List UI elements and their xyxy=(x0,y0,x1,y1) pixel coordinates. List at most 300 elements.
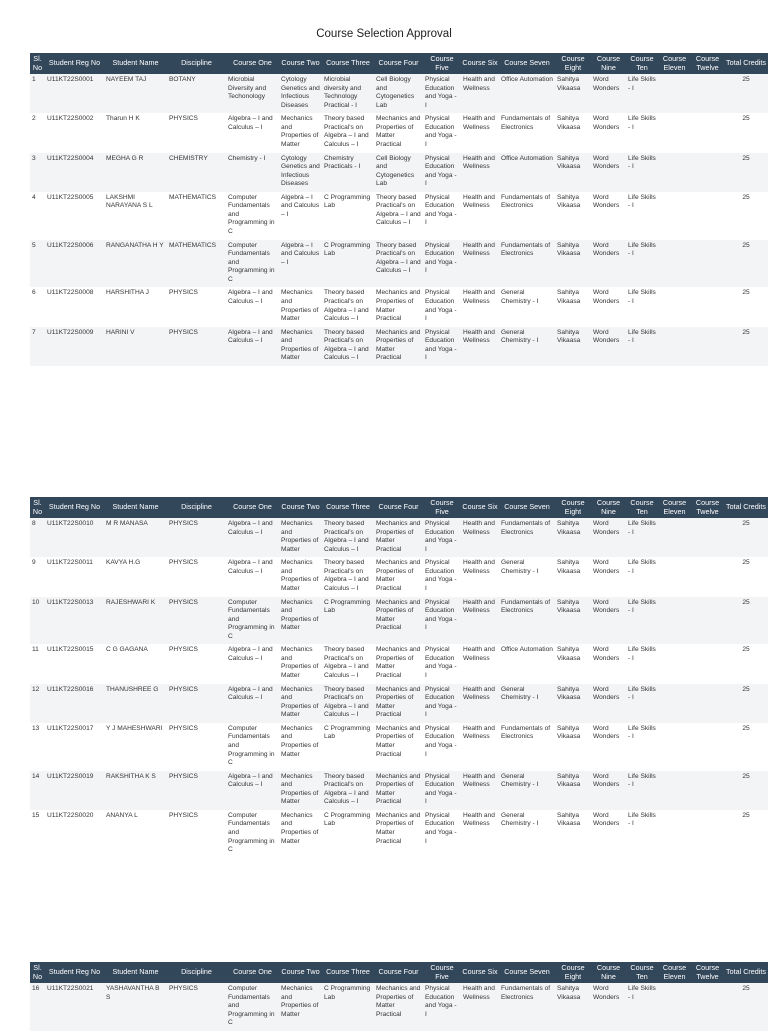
cell-course-one: Algebra – I and Calculus – I xyxy=(226,771,279,810)
cell-course-eight: Sahitya Vikaasa xyxy=(555,240,591,288)
cell-sl-no: 2 xyxy=(30,113,45,152)
cell-course-twelve xyxy=(691,644,724,683)
cell-discipline: PHYSICS xyxy=(167,327,226,366)
cell-course-twelve xyxy=(691,74,724,113)
cell-discipline: PHYSICS xyxy=(167,644,226,683)
cell-course-six: Health and Wellness xyxy=(461,557,499,596)
cell-course-twelve xyxy=(691,518,724,557)
cell-course-five: Physical Education and Yoga - I xyxy=(423,597,461,645)
cell-course-eight: Sahitya Vikaasa xyxy=(555,74,591,113)
cell-student-name: RAJESHWARI K xyxy=(104,597,167,645)
cell-course-eleven xyxy=(658,771,691,810)
cell-course-eleven xyxy=(658,287,691,326)
cell-course-twelve xyxy=(691,327,724,366)
cell-course-twelve xyxy=(691,113,724,152)
cell-course-six: Health and Wellness xyxy=(461,597,499,645)
cell-course-two: Cytology Genetics and Infectious Diseases xyxy=(279,74,322,113)
cell-total-credits: 25 xyxy=(724,723,768,771)
header-course-nine: Course Nine xyxy=(591,962,626,983)
course-table-2 xyxy=(30,497,768,858)
table-row xyxy=(30,74,768,113)
cell-course-nine: Word Wonders xyxy=(591,74,626,113)
cell-course-nine: Word Wonders xyxy=(591,810,626,858)
cell-course-twelve xyxy=(691,192,724,240)
cell-student-reg-no: U11KT22S0008 xyxy=(45,287,104,326)
cell-course-five: Physical Education and Yoga - I xyxy=(423,810,461,858)
cell-discipline: PHYSICS xyxy=(167,810,226,858)
cell-total-credits: 25 xyxy=(724,684,768,723)
cell-total-credits: 25 xyxy=(724,240,768,288)
cell-course-seven: Fundamentals of Electronics xyxy=(499,723,555,771)
cell-student-name: HARSHITHA J xyxy=(104,287,167,326)
cell-sl-no: 14 xyxy=(30,771,45,810)
header-course-four: Course Four xyxy=(374,962,423,983)
cell-course-ten: Life Skills - I xyxy=(626,684,658,723)
cell-course-two: Mechanics and Properties of Matter xyxy=(279,327,322,366)
cell-course-two: Mechanics and Properties of Matter xyxy=(279,113,322,152)
cell-course-nine: Word Wonders xyxy=(591,518,626,557)
cell-student-reg-no: U11KT22S0001 xyxy=(45,74,104,113)
cell-total-credits: 25 xyxy=(724,287,768,326)
cell-student-reg-no: U11KT22S0004 xyxy=(45,153,104,192)
table-row xyxy=(30,327,768,366)
cell-course-eight: Sahitya Vikaasa xyxy=(555,113,591,152)
cell-course-one: Algebra – I and Calculus – I xyxy=(226,557,279,596)
cell-course-two: Mechanics and Properties of Matter xyxy=(279,684,322,723)
cell-course-one: Computer Fundamentals and Programming in C xyxy=(226,192,279,240)
cell-discipline: MATHEMATICS xyxy=(167,192,226,240)
cell-course-two: Mechanics and Properties of Matter xyxy=(279,983,322,1031)
cell-course-twelve xyxy=(691,684,724,723)
cell-course-twelve xyxy=(691,597,724,645)
cell-course-eight: Sahitya Vikaasa xyxy=(555,771,591,810)
cell-course-one: Computer Fundamentals and Programming in C xyxy=(226,723,279,771)
cell-course-seven: General Chemistry - I xyxy=(499,327,555,366)
cell-discipline: BOTANY xyxy=(167,74,226,113)
cell-course-two: Mechanics and Properties of Matter xyxy=(279,771,322,810)
table-row xyxy=(30,287,768,326)
header-course-eleven: Course Eleven xyxy=(658,962,691,983)
cell-total-credits: 25 xyxy=(724,518,768,557)
cell-course-ten: Life Skills - I xyxy=(626,644,658,683)
cell-course-ten: Life Skills - I xyxy=(626,557,658,596)
cell-course-five: Physical Education and Yoga - I xyxy=(423,287,461,326)
header-course-ten: Course Ten xyxy=(626,497,658,518)
cell-sl-no: 7 xyxy=(30,327,45,366)
cell-course-eight: Sahitya Vikaasa xyxy=(555,644,591,683)
cell-course-nine: Word Wonders xyxy=(591,113,626,152)
header-course-twelve: Course Twelve xyxy=(691,497,724,518)
cell-course-three: Microbial diversity and Technology Practical - I xyxy=(322,74,374,113)
cell-course-three: C Programming Lab xyxy=(322,192,374,240)
table-row xyxy=(30,771,768,810)
cell-course-ten: Life Skills - I xyxy=(626,327,658,366)
cell-discipline: PHYSICS xyxy=(167,983,226,1031)
header-course-three: Course Three xyxy=(322,497,374,518)
cell-course-one: Algebra – I and Calculus – I xyxy=(226,287,279,326)
cell-course-three: Theory based Practical's on Algebra – I and Calculus – I xyxy=(322,684,374,723)
cell-course-nine: Word Wonders xyxy=(591,684,626,723)
header-course-two: Course Two xyxy=(279,53,322,74)
cell-course-five: Physical Education and Yoga - I xyxy=(423,983,461,1031)
cell-course-three: Chemistry Practicals - I xyxy=(322,153,374,192)
cell-course-two: Cytology Genetics and Infectious Diseases xyxy=(279,153,322,192)
cell-course-eight: Sahitya Vikaasa xyxy=(555,557,591,596)
header-course-four: Course Four xyxy=(374,53,423,74)
header-course-five: Course Five xyxy=(423,497,461,518)
cell-student-name: MEGHA G R xyxy=(104,153,167,192)
cell-course-nine: Word Wonders xyxy=(591,723,626,771)
cell-course-three: Theory based Practical's on Algebra – I and Calculus – I xyxy=(322,113,374,152)
cell-discipline: PHYSICS xyxy=(167,684,226,723)
cell-course-five: Physical Education and Yoga - I xyxy=(423,153,461,192)
cell-course-three: Theory based Practical's on Algebra – I and Calculus – I xyxy=(322,287,374,326)
cell-course-ten: Life Skills - I xyxy=(626,597,658,645)
cell-course-seven: Fundamentals of Electronics xyxy=(499,240,555,288)
cell-student-reg-no: U11KT22S0011 xyxy=(45,557,104,596)
cell-course-seven: Office Automation xyxy=(499,153,555,192)
header-course-ten: Course Ten xyxy=(626,53,658,74)
cell-student-reg-no: U11KT22S0010 xyxy=(45,518,104,557)
cell-student-name: Y J MAHESHWARI xyxy=(104,723,167,771)
header-student-name: Student Name xyxy=(104,497,167,518)
cell-sl-no: 16 xyxy=(30,983,45,1031)
cell-course-twelve xyxy=(691,810,724,858)
cell-course-nine: Word Wonders xyxy=(591,240,626,288)
cell-course-four: Mechanics and Properties of Matter Practical xyxy=(374,684,423,723)
cell-course-three: Theory based Practical's on Algebra – I and Calculus – I xyxy=(322,518,374,557)
cell-course-four: Mechanics and Properties of Matter Practical xyxy=(374,810,423,858)
cell-student-name: HARINI V xyxy=(104,327,167,366)
table-header-row xyxy=(30,53,768,74)
cell-course-five: Physical Education and Yoga - I xyxy=(423,518,461,557)
cell-course-five: Physical Education and Yoga - I xyxy=(423,192,461,240)
cell-student-reg-no: U11KT22S0005 xyxy=(45,192,104,240)
cell-course-eleven xyxy=(658,557,691,596)
cell-course-seven: General Chemistry - I xyxy=(499,287,555,326)
course-table-3 xyxy=(30,962,768,1031)
cell-course-eleven xyxy=(658,597,691,645)
cell-discipline: PHYSICS xyxy=(167,518,226,557)
cell-discipline: PHYSICS xyxy=(167,771,226,810)
cell-course-ten: Life Skills - I xyxy=(626,810,658,858)
table-row xyxy=(30,240,768,288)
cell-course-three: Theory based Practical's on Algebra – I and Calculus – I xyxy=(322,327,374,366)
cell-discipline: CHEMISTRY xyxy=(167,153,226,192)
header-discipline: Discipline xyxy=(167,497,226,518)
cell-course-one: Chemistry - I xyxy=(226,153,279,192)
cell-course-twelve xyxy=(691,153,724,192)
cell-course-seven: General Chemistry - I xyxy=(499,771,555,810)
cell-total-credits: 25 xyxy=(724,597,768,645)
cell-student-reg-no: U11KT22S0017 xyxy=(45,723,104,771)
cell-course-six: Health and Wellness xyxy=(461,192,499,240)
cell-course-seven: General Chemistry - I xyxy=(499,684,555,723)
cell-course-four: Mechanics and Properties of Matter Practical xyxy=(374,518,423,557)
cell-course-eight: Sahitya Vikaasa xyxy=(555,287,591,326)
cell-total-credits: 25 xyxy=(724,74,768,113)
header-student-reg-no: Student Reg No xyxy=(45,497,104,518)
cell-course-four: Mechanics and Properties of Matter Practical xyxy=(374,644,423,683)
cell-course-six: Health and Wellness xyxy=(461,983,499,1031)
cell-total-credits: 25 xyxy=(724,983,768,1031)
cell-discipline: PHYSICS xyxy=(167,723,226,771)
cell-student-reg-no: U11KT22S0013 xyxy=(45,597,104,645)
table-header-row xyxy=(30,497,768,518)
cell-course-eleven xyxy=(658,192,691,240)
header-student-name: Student Name xyxy=(104,962,167,983)
cell-course-eleven xyxy=(658,644,691,683)
cell-course-four: Theory based Practical's on Algebra – I and Calculus – I xyxy=(374,240,423,288)
cell-total-credits: 25 xyxy=(724,113,768,152)
header-course-seven: Course Seven xyxy=(499,962,555,983)
cell-sl-no: 8 xyxy=(30,518,45,557)
header-course-three: Course Three xyxy=(322,53,374,74)
cell-course-five: Physical Education and Yoga - I xyxy=(423,240,461,288)
cell-course-ten: Life Skills - I xyxy=(626,771,658,810)
cell-course-four: Mechanics and Properties of Matter Practical xyxy=(374,287,423,326)
cell-course-four: Theory based Practical's on Algebra – I and Calculus – I xyxy=(374,192,423,240)
cell-course-two: Mechanics and Properties of Matter xyxy=(279,597,322,645)
cell-student-name: KAVYA H.G xyxy=(104,557,167,596)
cell-course-six: Health and Wellness xyxy=(461,153,499,192)
cell-course-one: Algebra – I and Calculus – I xyxy=(226,684,279,723)
cell-course-one: Algebra – I and Calculus – I xyxy=(226,113,279,152)
cell-course-twelve xyxy=(691,287,724,326)
cell-student-name: NAYEEM TAJ xyxy=(104,74,167,113)
cell-course-seven: Office Automation xyxy=(499,74,555,113)
cell-course-nine: Word Wonders xyxy=(591,644,626,683)
cell-course-twelve xyxy=(691,771,724,810)
cell-course-four: Mechanics and Properties of Matter Practical xyxy=(374,557,423,596)
header-course-seven: Course Seven xyxy=(499,497,555,518)
header-course-eight: Course Eight xyxy=(555,53,591,74)
cell-course-two: Mechanics and Properties of Matter xyxy=(279,557,322,596)
header-total-credits: Total Credits xyxy=(724,962,768,983)
header-sl-no: Sl. No xyxy=(30,497,45,518)
cell-course-four: Mechanics and Properties of Matter Practical xyxy=(374,983,423,1031)
cell-sl-no: 13 xyxy=(30,723,45,771)
cell-course-eleven xyxy=(658,240,691,288)
cell-course-nine: Word Wonders xyxy=(591,192,626,240)
cell-course-three: C Programming Lab xyxy=(322,723,374,771)
header-course-five: Course Five xyxy=(423,962,461,983)
cell-sl-no: 3 xyxy=(30,153,45,192)
cell-student-name: RAKSHITHA K S xyxy=(104,771,167,810)
cell-course-nine: Word Wonders xyxy=(591,597,626,645)
cell-course-eight: Sahitya Vikaasa xyxy=(555,327,591,366)
cell-course-seven: Fundamentals of Electronics xyxy=(499,113,555,152)
cell-course-one: Algebra – I and Calculus – I xyxy=(226,327,279,366)
cell-course-twelve xyxy=(691,723,724,771)
cell-course-four: Mechanics and Properties of Matter Practical xyxy=(374,771,423,810)
cell-course-four: Mechanics and Properties of Matter Practical xyxy=(374,327,423,366)
header-course-six: Course Six xyxy=(461,53,499,74)
table-row xyxy=(30,192,768,240)
cell-course-six: Health and Wellness xyxy=(461,810,499,858)
cell-course-eight: Sahitya Vikaasa xyxy=(555,597,591,645)
cell-student-reg-no: U11KT22S0002 xyxy=(45,113,104,152)
cell-course-ten: Life Skills - I xyxy=(626,113,658,152)
cell-course-eleven xyxy=(658,810,691,858)
cell-course-four: Cell Biology and Cytogenetics Lab xyxy=(374,153,423,192)
cell-course-nine: Word Wonders xyxy=(591,983,626,1031)
header-course-four: Course Four xyxy=(374,497,423,518)
header-course-twelve: Course Twelve xyxy=(691,53,724,74)
cell-student-reg-no: U11KT22S0015 xyxy=(45,644,104,683)
header-course-eleven: Course Eleven xyxy=(658,497,691,518)
cell-course-ten: Life Skills - I xyxy=(626,287,658,326)
header-course-six: Course Six xyxy=(461,962,499,983)
cell-course-six: Health and Wellness xyxy=(461,771,499,810)
header-course-one: Course One xyxy=(226,497,279,518)
cell-course-eleven xyxy=(658,518,691,557)
cell-course-seven: Fundamentals of Electronics xyxy=(499,597,555,645)
cell-course-two: Mechanics and Properties of Matter xyxy=(279,518,322,557)
cell-total-credits: 25 xyxy=(724,192,768,240)
cell-course-two: Algebra – I and Calculus – I xyxy=(279,192,322,240)
table-header-row xyxy=(30,962,768,983)
cell-course-two: Mechanics and Properties of Matter xyxy=(279,723,322,771)
cell-course-one: Algebra – I and Calculus – I xyxy=(226,644,279,683)
header-course-five: Course Five xyxy=(423,53,461,74)
cell-course-ten: Life Skills - I xyxy=(626,240,658,288)
header-student-reg-no: Student Reg No xyxy=(45,962,104,983)
cell-course-two: Mechanics and Properties of Matter xyxy=(279,287,322,326)
cell-course-four: Mechanics and Properties of Matter Practical xyxy=(374,113,423,152)
cell-sl-no: 10 xyxy=(30,597,45,645)
header-course-one: Course One xyxy=(226,962,279,983)
cell-course-eight: Sahitya Vikaasa xyxy=(555,192,591,240)
cell-course-one: Computer Fundamentals and Programming in C xyxy=(226,240,279,288)
header-course-ten: Course Ten xyxy=(626,962,658,983)
cell-course-eleven xyxy=(658,153,691,192)
cell-course-three: C Programming Lab xyxy=(322,240,374,288)
cell-course-seven: General Chemistry - I xyxy=(499,557,555,596)
cell-course-six: Health and Wellness xyxy=(461,240,499,288)
header-course-one: Course One xyxy=(226,53,279,74)
cell-course-five: Physical Education and Yoga - I xyxy=(423,723,461,771)
cell-total-credits: 25 xyxy=(724,153,768,192)
header-discipline: Discipline xyxy=(167,53,226,74)
cell-course-eleven xyxy=(658,113,691,152)
cell-course-seven: Office Automation xyxy=(499,644,555,683)
cell-sl-no: 11 xyxy=(30,644,45,683)
cell-course-four: Mechanics and Properties of Matter Practical xyxy=(374,597,423,645)
table-row xyxy=(30,684,768,723)
cell-student-name: LAKSHMI NARAYANA S L xyxy=(104,192,167,240)
cell-course-eight: Sahitya Vikaasa xyxy=(555,723,591,771)
cell-sl-no: 12 xyxy=(30,684,45,723)
cell-student-reg-no: U11KT22S0006 xyxy=(45,240,104,288)
cell-sl-no: 4 xyxy=(30,192,45,240)
header-sl-no: Sl. No xyxy=(30,962,45,983)
cell-sl-no: 5 xyxy=(30,240,45,288)
cell-course-three: C Programming Lab xyxy=(322,810,374,858)
cell-discipline: PHYSICS xyxy=(167,557,226,596)
cell-total-credits: 25 xyxy=(724,644,768,683)
cell-course-five: Physical Education and Yoga - I xyxy=(423,113,461,152)
cell-course-five: Physical Education and Yoga - I xyxy=(423,327,461,366)
cell-course-eight: Sahitya Vikaasa xyxy=(555,810,591,858)
cell-course-twelve xyxy=(691,557,724,596)
cell-course-one: Computer Fundamentals and Programming in C xyxy=(226,983,279,1031)
header-course-eight: Course Eight xyxy=(555,497,591,518)
header-course-two: Course Two xyxy=(279,497,322,518)
cell-course-one: Computer Fundamentals and Programming in C xyxy=(226,810,279,858)
cell-course-nine: Word Wonders xyxy=(591,771,626,810)
cell-discipline: PHYSICS xyxy=(167,287,226,326)
page-title: Course Selection Approval xyxy=(316,28,452,40)
cell-course-two: Mechanics and Properties of Matter xyxy=(279,810,322,858)
cell-sl-no: 6 xyxy=(30,287,45,326)
cell-total-credits: 25 xyxy=(724,327,768,366)
cell-course-one: Computer Fundamentals and Programming in C xyxy=(226,597,279,645)
cell-total-credits: 25 xyxy=(724,557,768,596)
cell-course-six: Health and Wellness xyxy=(461,327,499,366)
cell-course-four: Cell Biology and Cytogenetics Lab xyxy=(374,74,423,113)
cell-course-twelve xyxy=(691,240,724,288)
cell-course-seven: General Chemistry - I xyxy=(499,810,555,858)
cell-student-name: M R MANASA xyxy=(104,518,167,557)
header-total-credits: Total Credits xyxy=(724,53,768,74)
cell-course-eight: Sahitya Vikaasa xyxy=(555,684,591,723)
cell-course-six: Health and Wellness xyxy=(461,723,499,771)
cell-course-five: Physical Education and Yoga - I xyxy=(423,684,461,723)
cell-course-nine: Word Wonders xyxy=(591,557,626,596)
cell-student-reg-no: U11KT22S0019 xyxy=(45,771,104,810)
cell-course-five: Physical Education and Yoga - I xyxy=(423,771,461,810)
table-row xyxy=(30,153,768,192)
header-course-seven: Course Seven xyxy=(499,53,555,74)
cell-course-three: Theory based Practical's on Algebra – I and Calculus – I xyxy=(322,644,374,683)
table-row xyxy=(30,518,768,557)
header-sl-no: Sl. No xyxy=(30,53,45,74)
cell-course-eleven xyxy=(658,723,691,771)
cell-sl-no: 1 xyxy=(30,74,45,113)
cell-course-five: Physical Education and Yoga - I xyxy=(423,644,461,683)
header-course-eight: Course Eight xyxy=(555,962,591,983)
cell-student-reg-no: U11KT22S0020 xyxy=(45,810,104,858)
cell-course-one: Microbial Diversity and Techonology xyxy=(226,74,279,113)
cell-course-seven: Fundamentals of Electronics xyxy=(499,192,555,240)
cell-course-seven: Fundamentals of Electronics xyxy=(499,983,555,1031)
header-course-three: Course Three xyxy=(322,962,374,983)
cell-course-ten: Life Skills - I xyxy=(626,192,658,240)
table-row xyxy=(30,557,768,596)
cell-course-three: Theory based Practical's on Algebra – I and Calculus – I xyxy=(322,771,374,810)
cell-course-three: C Programming Lab xyxy=(322,597,374,645)
table-row xyxy=(30,644,768,683)
cell-student-reg-no: U11KT22S0009 xyxy=(45,327,104,366)
cell-course-five: Physical Education and Yoga - I xyxy=(423,557,461,596)
cell-course-five: Physical Education and Yoga - I xyxy=(423,74,461,113)
cell-discipline: PHYSICS xyxy=(167,597,226,645)
cell-course-nine: Word Wonders xyxy=(591,153,626,192)
cell-course-seven: Fundamentals of Electronics xyxy=(499,518,555,557)
cell-course-eight: Sahitya Vikaasa xyxy=(555,153,591,192)
course-table-1 xyxy=(30,53,768,366)
cell-discipline: MATHEMATICS xyxy=(167,240,226,288)
cell-course-ten: Life Skills - I xyxy=(626,983,658,1031)
cell-course-one: Algebra – I and Calculus – I xyxy=(226,518,279,557)
cell-course-six: Health and Wellness xyxy=(461,113,499,152)
cell-course-four: Mechanics and Properties of Matter Practical xyxy=(374,723,423,771)
cell-student-name: YASHAVANTHA B S xyxy=(104,983,167,1031)
cell-course-eleven xyxy=(658,684,691,723)
header-discipline: Discipline xyxy=(167,962,226,983)
cell-course-six: Health and Wellness xyxy=(461,74,499,113)
